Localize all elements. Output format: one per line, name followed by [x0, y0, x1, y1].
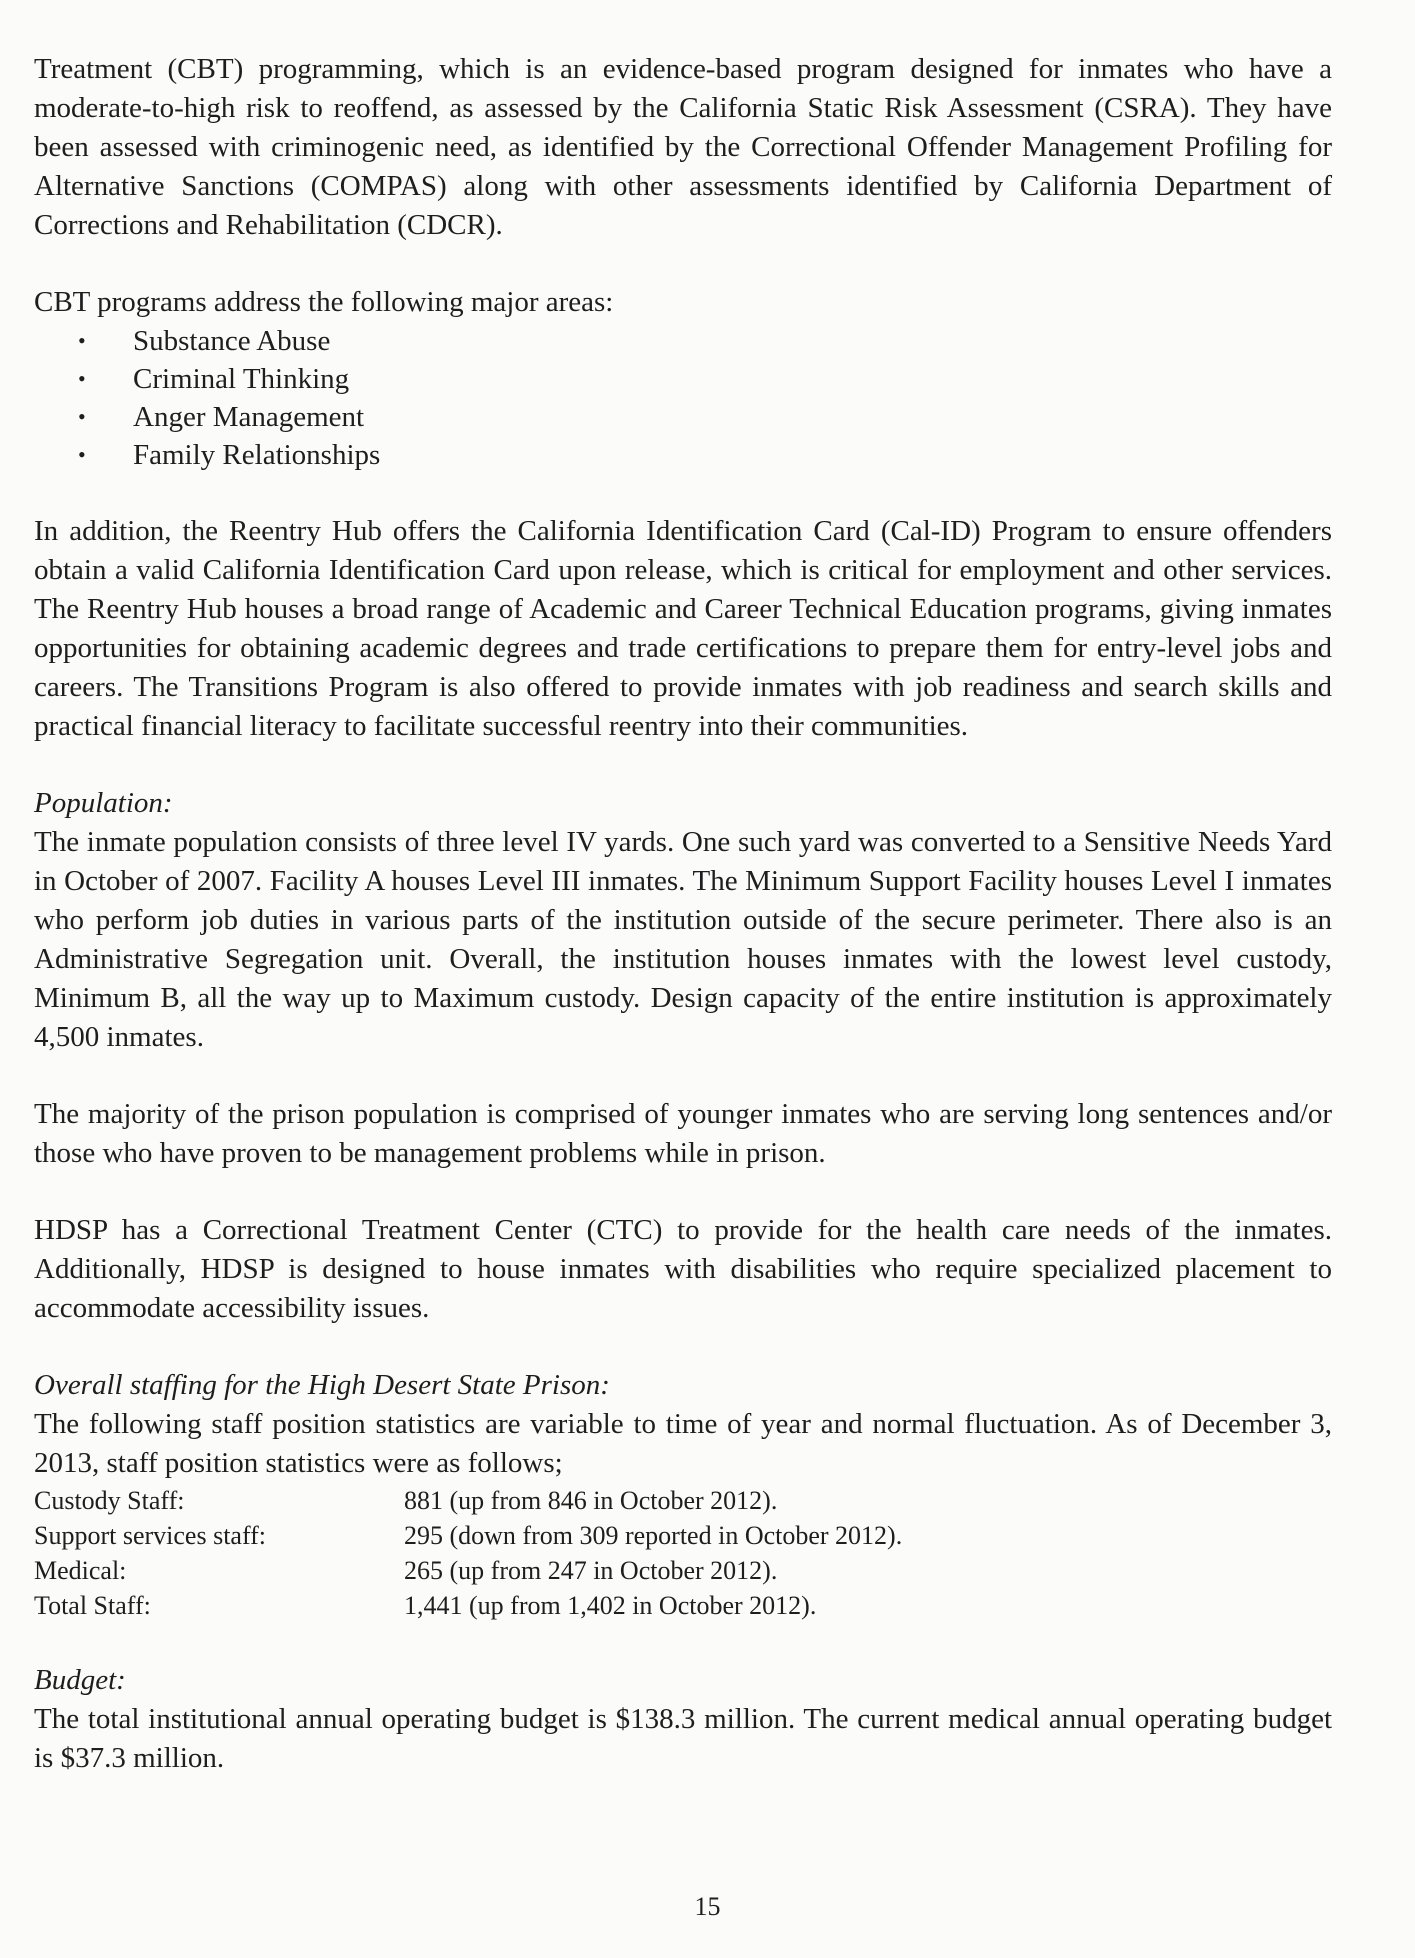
- staffing-table: [34, 1483, 902, 1623]
- population-majority-paragraph: The majority of the prison population is comprised of younger inmates who are serving long sentences and/or those who have proven to be management problems while in prison.: [34, 1098, 1332, 1169]
- spacer: [34, 474, 1332, 512]
- staff-count-value: 1,441 (up from 1,402 in October 2012).: [404, 1591, 817, 1620]
- spacer: [34, 245, 1332, 283]
- staff-count-value: 265 (up from 247 in October 2012).: [404, 1556, 778, 1585]
- document-page: [34, 50, 1332, 1778]
- staff-category-label: Medical:: [34, 1556, 127, 1585]
- list-item-label: Substance Abuse: [133, 325, 331, 357]
- table-row: [34, 1483, 902, 1518]
- population-heading: Population:: [34, 787, 173, 819]
- staffing-paragraph: The following staff position statistics are variable to time of year and normal fluctuation. As of December 3, 2013, staff position statistics were as follows;: [34, 1408, 1332, 1479]
- cbt-areas-list: [34, 322, 1332, 474]
- spacer: [34, 1328, 1332, 1366]
- list-item: [34, 360, 1332, 398]
- spacer: [34, 1173, 1332, 1211]
- budget-heading: Budget:: [34, 1664, 126, 1696]
- list-item: [34, 322, 1332, 360]
- staff-category-label: Custody Staff:: [34, 1486, 185, 1515]
- reentry-hub-paragraph: In addition, the Reentry Hub offers the California Identification Card (Cal-ID) Program to ensure offenders obtain a valid California Identification Card upon release, which is critical for employment and other services. The Reentry Hub houses a broad range of Academic and Career Technical Education programs, giving inmates opportunities for obtaining academic degrees and trade certifications to prepare them for entry-level jobs and careers. The Transitions Program is also offered to provide inmates with job readiness and search skills and practical financial literacy to facilitate successful reentry into their communities.: [34, 515, 1332, 742]
- staff-count-value: 881 (up from 846 in October 2012).: [404, 1486, 778, 1515]
- budget-paragraph: The total institutional annual operating budget is $138.3 million. The current medical annual operating budget is $37.3 million.: [34, 1703, 1332, 1774]
- spacer: [34, 1623, 1332, 1661]
- table-row: [34, 1553, 902, 1588]
- bullet-icon: •: [78, 328, 86, 353]
- spacer: [34, 746, 1332, 784]
- table-row: [34, 1518, 902, 1553]
- bullet-icon: •: [78, 442, 86, 467]
- list-item: [34, 436, 1332, 474]
- table-row: [34, 1588, 902, 1623]
- staff-category-label: Support services staff:: [34, 1521, 267, 1550]
- list-item-label: Family Relationships: [133, 439, 381, 471]
- cbt-areas-intro: CBT programs address the following major areas:: [34, 286, 614, 318]
- bullet-icon: •: [78, 404, 86, 429]
- ctc-paragraph: HDSP has a Correctional Treatment Center (CTC) to provide for the health care needs of the inmates. Additionally, HDSP is designed to house inmates with disabilities who require specialized placement to accommodate accessibility issues.: [34, 1214, 1332, 1324]
- spacer: [34, 1057, 1332, 1095]
- bullet-icon: •: [78, 366, 86, 391]
- population-paragraph: The inmate population consists of three level IV yards. One such yard was converted to a Sensitive Needs Yard in October of 2007. Facility A houses Level III inmates. The Minimum Support Facility houses Level I inmates who perform job duties in various parts of the institution outside of the secure perimeter. There also is an Administrative Segregation unit. Overall, the institution houses inmates with the lowest level custody, Minimum B, all the way up to Maximum custody. Design capacity of the entire institution is approximately 4,500 inmates.: [34, 826, 1332, 1053]
- list-item-label: Criminal Thinking: [133, 363, 350, 395]
- staff-count-value: 295 (down from 309 reported in October 2012).: [404, 1521, 903, 1550]
- list-item-label: Anger Management: [133, 401, 365, 433]
- list-item: [34, 398, 1332, 436]
- page-number: 15: [694, 1892, 721, 1921]
- staff-category-label: Total Staff:: [34, 1591, 151, 1620]
- cbt-description-paragraph: Treatment (CBT) programming, which is an evidence-based program designed for inmates who have a moderate-to-high risk to reoffend, as assessed by the California Static Risk Assessment (CSRA). They have been assessed with criminogenic need, as identified by the Correctional Offender Management Profiling for Alternative Sanctions (COMPAS) along with other assessments identified by California Department of Corrections and Rehabilitation (CDCR).: [34, 53, 1332, 241]
- staffing-heading: Overall staffing for the High Desert State Prison:: [34, 1369, 610, 1401]
